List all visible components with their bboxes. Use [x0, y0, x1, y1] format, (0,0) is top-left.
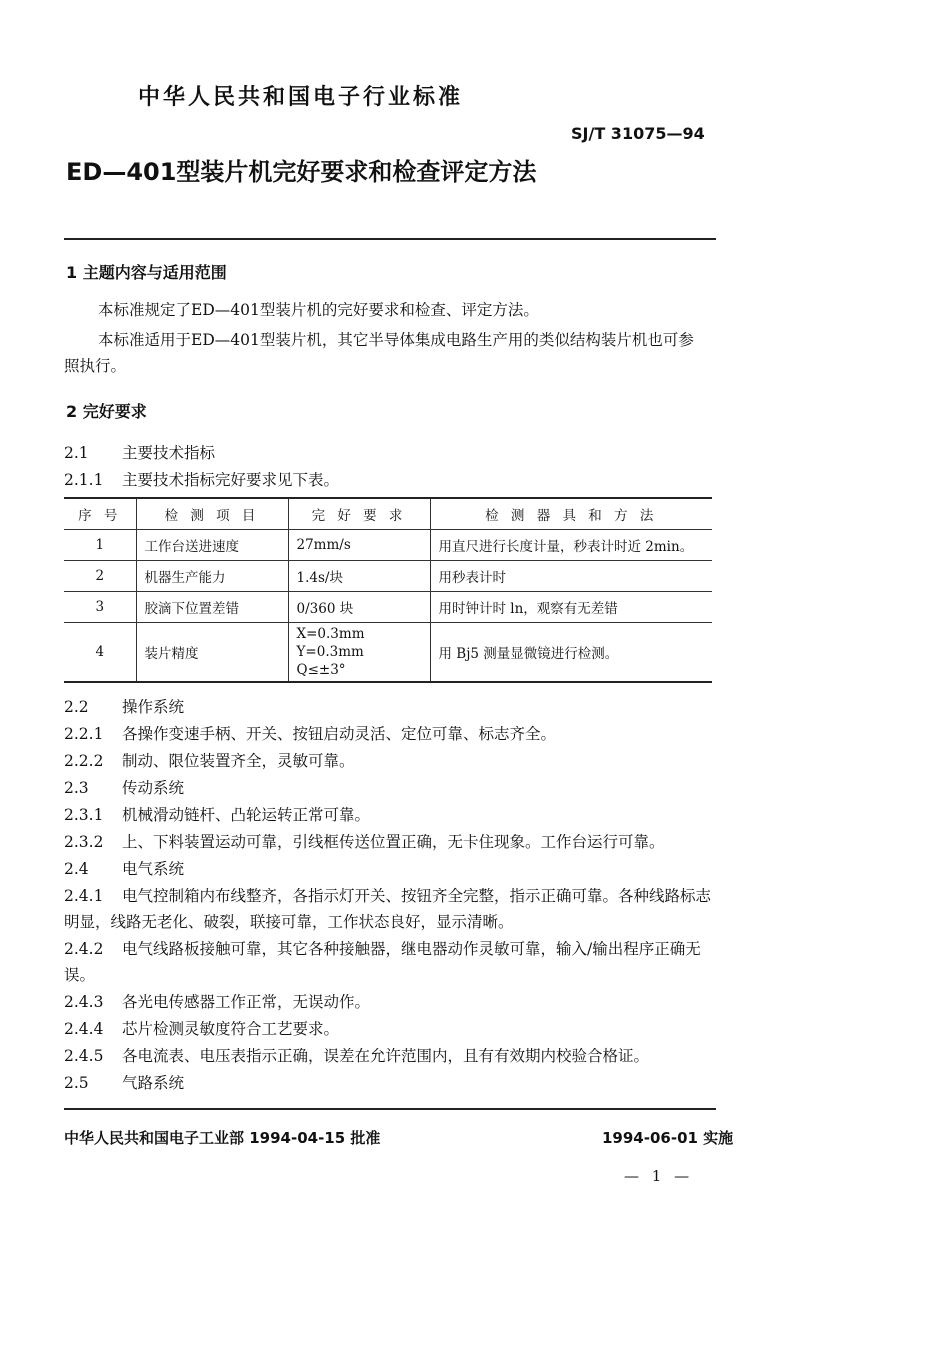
clause-text: 芯片检测灵敏度符合工艺要求。 [122, 1020, 340, 1038]
cell-requirement: 27mm/s [288, 530, 430, 561]
header-item: 检 测 项 目 [136, 498, 288, 530]
clause-2-2-1 [64, 722, 556, 744]
section-1-heading: 1 主题内容与适用范围 [66, 263, 227, 282]
clause-2-4-1-cont: 明显，线路无老化、破裂，联接可靠，工作状态良好，显示清晰。 [64, 913, 514, 931]
clause-number: 2.4 [64, 860, 89, 878]
effective-date: 1994-06-01 实施 [602, 1129, 734, 1147]
table-row [64, 623, 712, 683]
clause-2-4-1 [64, 884, 711, 906]
clause-number: 2.3.2 [64, 833, 104, 851]
clause-2-1 [64, 441, 215, 463]
cell-no: 4 [64, 623, 136, 683]
table-row [64, 592, 712, 623]
cell-item: 装片精度 [136, 623, 288, 683]
clause-text: 主要技术指标完好要求见下表。 [122, 471, 340, 489]
section-1-paragraph-1: 本标准规定了ED—401型装片机的完好要求和检查、评定方法。 [98, 301, 539, 319]
clause-number: 2.3.1 [64, 806, 104, 824]
standard-code: SJ/T 31075—94 [571, 124, 705, 143]
header-method: 检 测 器 具 和 方 法 [430, 498, 712, 530]
title-divider [64, 238, 716, 240]
clause-text: 机械滑动链杆、凸轮运转正常可靠。 [122, 806, 371, 824]
cell-method: 用 Bj5 测量显微镜进行检测。 [430, 623, 712, 683]
clause-text: 电气系统 [122, 860, 185, 878]
table-row [64, 530, 712, 561]
clause-number: 2.2.2 [64, 752, 104, 770]
clause-2-3 [64, 776, 184, 798]
clause-number: 2.1 [64, 444, 89, 462]
cell-item: 工作台送进速度 [136, 530, 288, 561]
clause-2-4-2 [64, 937, 701, 959]
clause-number: 2.2.1 [64, 725, 104, 743]
cell-no: 3 [64, 592, 136, 623]
clause-number: 2.4.1 [64, 887, 104, 905]
section-2-heading: 2 完好要求 [66, 402, 147, 421]
clause-text: 上、下料装置运动可靠，引线框传送位置正确，无卡住现象。工作台运行可靠。 [122, 833, 665, 851]
clause-text: 传动系统 [122, 779, 185, 797]
clause-number: 2.4.2 [64, 940, 104, 958]
requirement-x: X=0.3mm [296, 626, 365, 642]
header-no: 序 号 [64, 498, 136, 530]
clause-2-4 [64, 857, 184, 879]
clause-number: 2.2 [64, 698, 89, 716]
clause-2-4-3 [64, 990, 370, 1012]
footer-divider [64, 1108, 716, 1110]
section-1-paragraph-2: 本标准适用于ED—401型装片机，其它半导体集成电路生产用的类似结构装片机也可参 [98, 331, 694, 349]
clause-text: 各光电传感器工作正常，无误动作。 [122, 993, 371, 1011]
clause-2-4-2-cont: 误。 [64, 966, 96, 984]
header-requirement: 完 好 要 求 [288, 498, 430, 530]
cell-no: 2 [64, 561, 136, 592]
clause-number: 2.4.3 [64, 993, 104, 1011]
clause-number: 2.5 [64, 1074, 89, 1092]
clause-number: 2.4.4 [64, 1020, 104, 1038]
cell-method: 用秒表计时 [430, 561, 712, 592]
clause-number: 2.4.5 [64, 1047, 104, 1065]
cell-requirement: 0/360 块 [288, 592, 430, 623]
cell-method: 用直尺进行长度计量，秒表计时近 2min。 [430, 530, 712, 561]
clause-text: 操作系统 [122, 698, 185, 716]
section-1-paragraph-2-cont: 照执行。 [64, 357, 127, 375]
cell-no: 1 [64, 530, 136, 561]
approval-note: 中华人民共和国电子工业部 1994-04-15 批准 [64, 1129, 381, 1147]
page-number: — 1 — [624, 1167, 694, 1185]
clause-number: 2.3 [64, 779, 89, 797]
clause-2-5 [64, 1071, 184, 1093]
clause-2-1-1 [64, 468, 339, 490]
clause-text: 电气控制箱内布线整齐，各指示灯开关、按钮齐全完整，指示正确可靠。各种线路标志 [122, 887, 712, 905]
clause-number: 2.1.1 [64, 471, 104, 489]
document-title: ED—401型装片机完好要求和检查评定方法 [66, 158, 537, 186]
table-row [64, 561, 712, 592]
standard-header: 中华人民共和国电子行业标准 [138, 85, 464, 110]
clause-text: 制动、限位装置齐全，灵敏可靠。 [122, 752, 355, 770]
clause-2-4-4 [64, 1017, 339, 1039]
requirement-y: Y=0.3mm [296, 644, 364, 660]
clause-2-4-5 [64, 1044, 649, 1066]
clause-2-3-1 [64, 803, 370, 825]
clause-text: 主要技术指标 [122, 444, 216, 462]
cell-method: 用时钟计时 ln，观察有无差错 [430, 592, 712, 623]
table-header-row [64, 498, 712, 530]
clause-text: 各操作变速手柄、开关、按钮启动灵活、定位可靠、标志齐全。 [122, 725, 557, 743]
cell-item: 胶滴下位置差错 [136, 592, 288, 623]
spec-table [64, 497, 712, 683]
cell-requirement [288, 623, 430, 683]
clause-2-3-2 [64, 830, 665, 852]
cell-item: 机器生产能力 [136, 561, 288, 592]
clause-text: 气路系统 [122, 1074, 185, 1092]
clause-text: 各电流表、电压表指示正确，误差在允许范围内，且有有效期内校验合格证。 [122, 1047, 650, 1065]
cell-requirement: 1.4s/块 [288, 561, 430, 592]
clause-2-2-2 [64, 749, 355, 771]
clause-2-2 [64, 695, 184, 717]
requirement-q: Q≤±3° [296, 662, 346, 678]
clause-text: 电气线路板接触可靠，其它各种接触器，继电器动作灵敏可靠，输入/输出程序正确无 [122, 940, 701, 958]
